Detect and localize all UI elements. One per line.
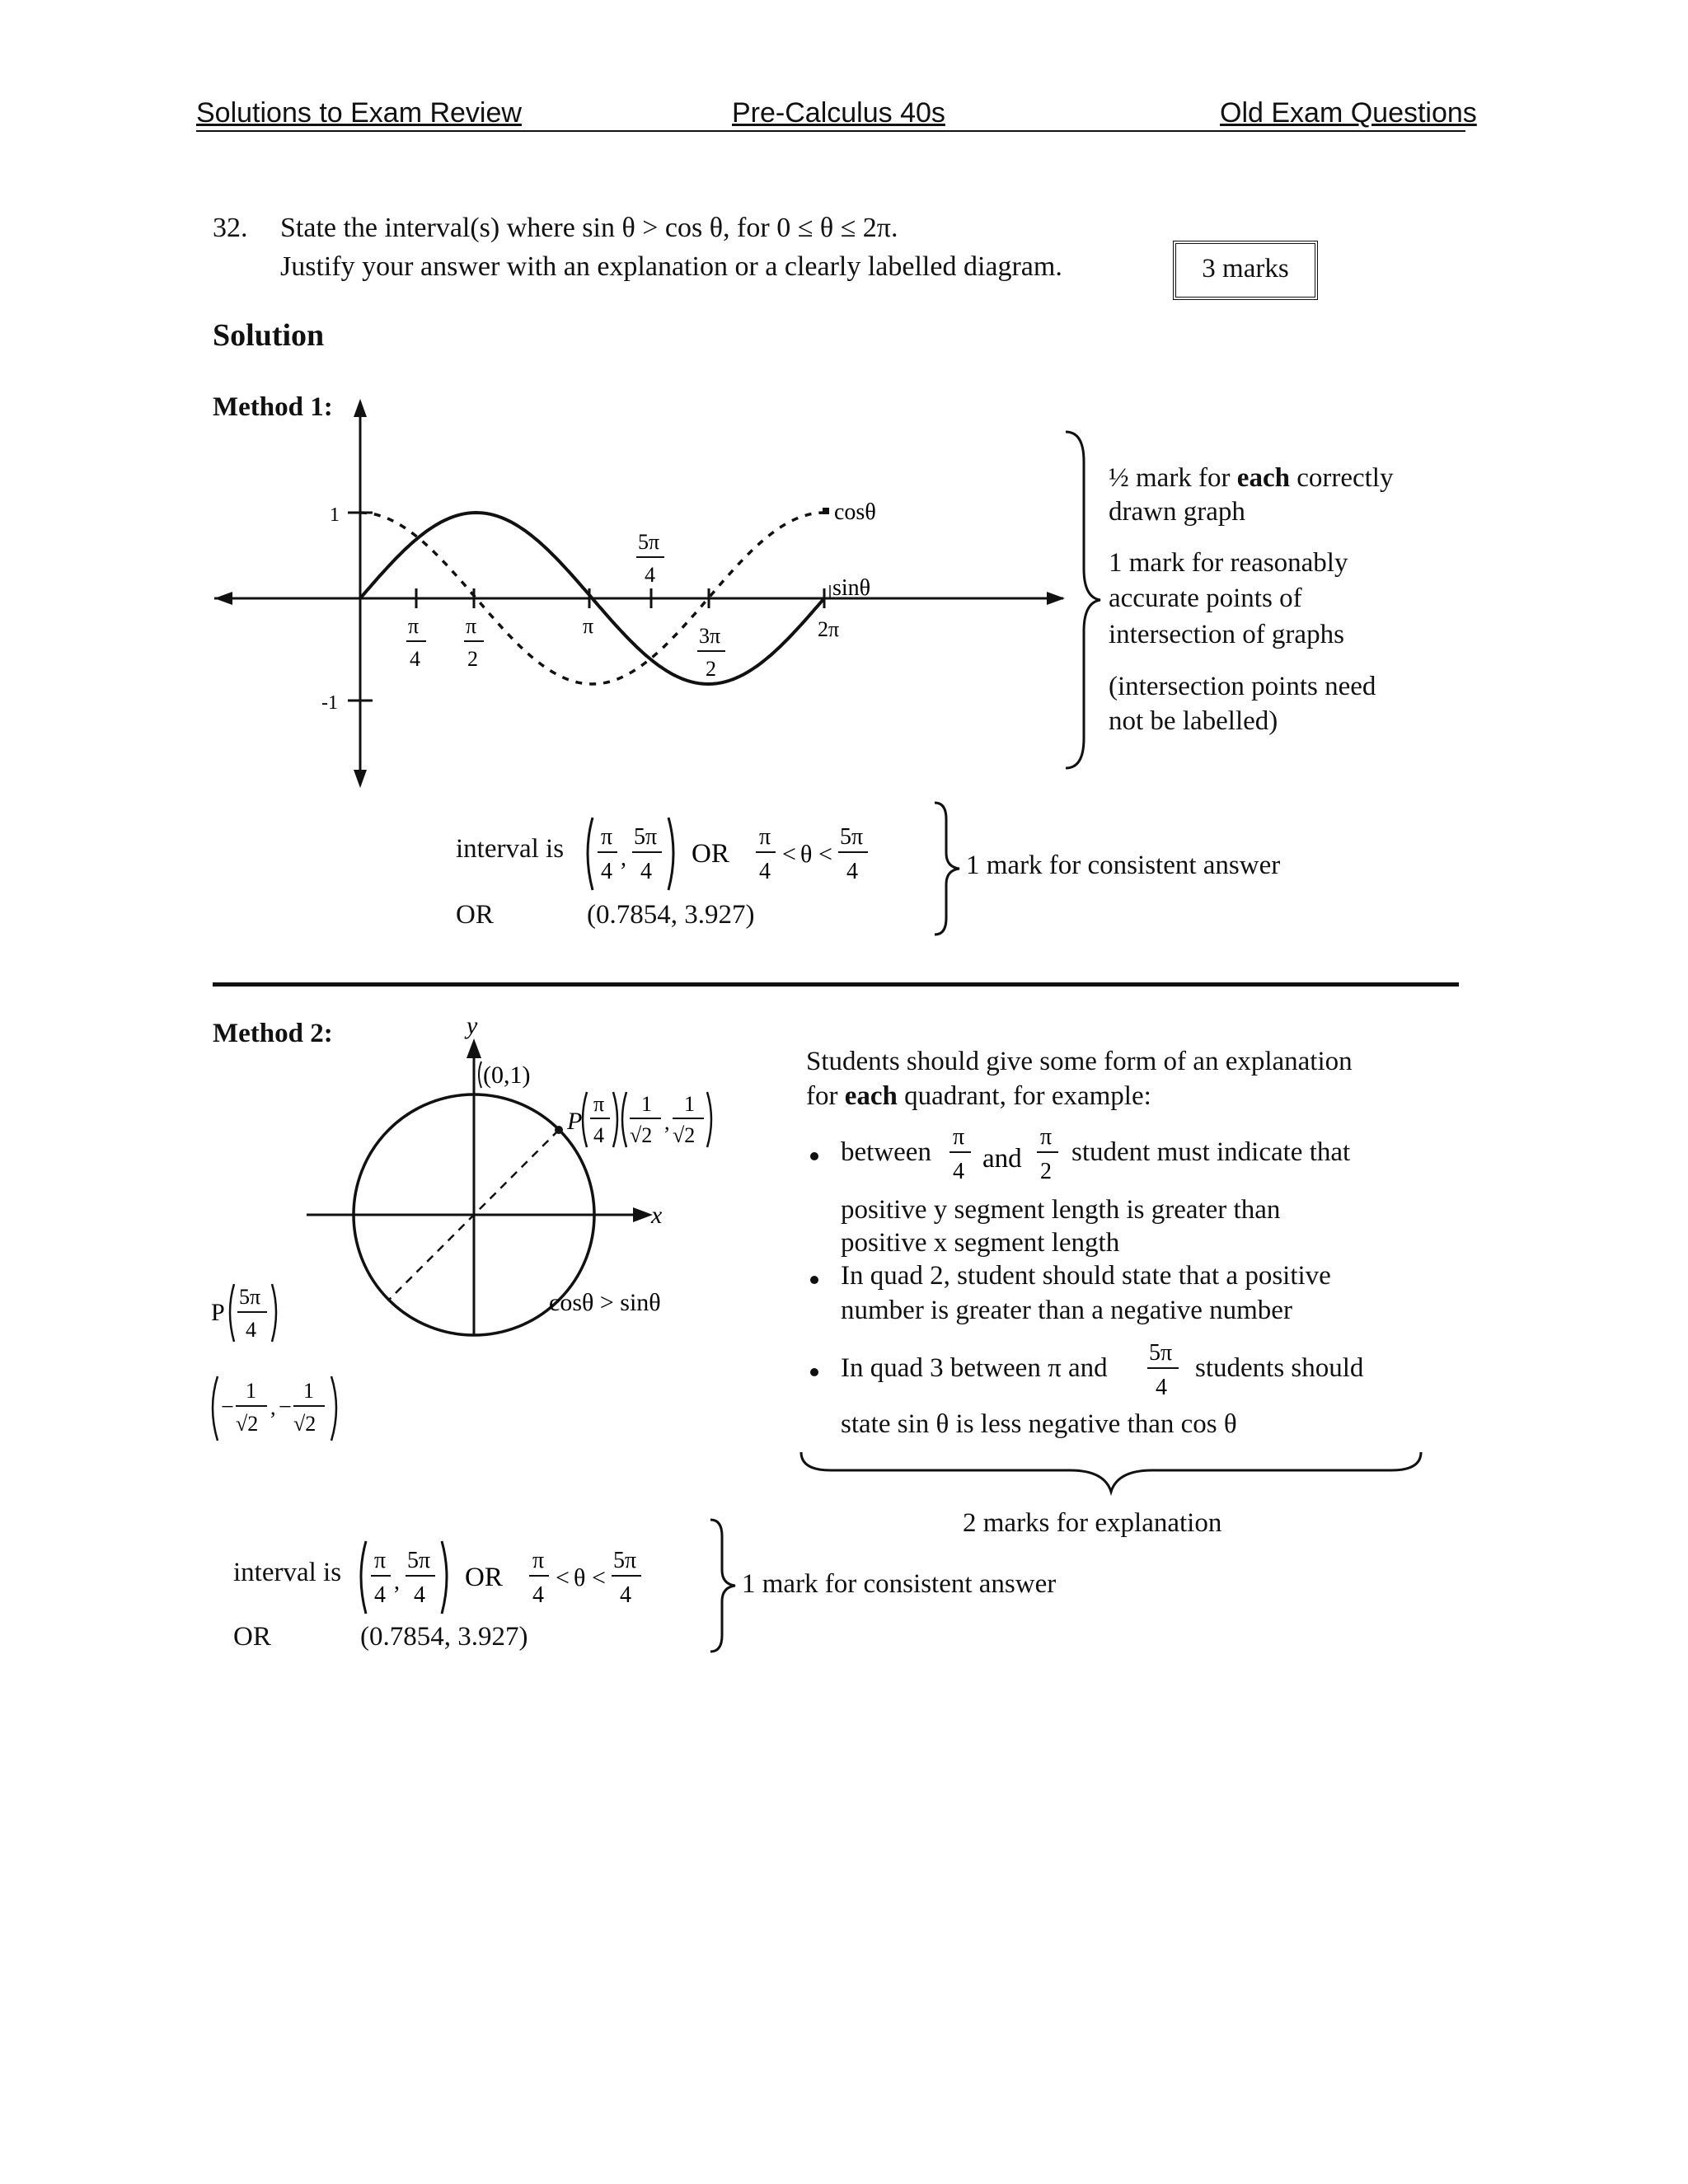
cos-label-marker	[823, 508, 829, 514]
method1-notes-brace	[1059, 429, 1109, 775]
m1-answer-marks-note: 1 mark for consistent answer	[966, 851, 1281, 880]
sin-label: sinθ	[832, 575, 871, 601]
cos-greater-sin-label: cosθ > sinθ	[549, 1289, 661, 1316]
bullet1-line2: positive y segment length is greater than	[841, 1195, 1281, 1225]
bullet2-line2: number is greater than a negative number	[841, 1296, 1292, 1325]
x-label-5pi-over-4-num: 5π	[638, 530, 660, 554]
svg-text:π: π	[593, 1092, 605, 1116]
svg-text:√2: √2	[293, 1412, 316, 1436]
point-p-pi-over-4	[555, 1126, 563, 1134]
cos-label: cosθ	[834, 499, 876, 525]
question-number: 32.	[213, 213, 248, 243]
svg-text:−: −	[221, 1394, 234, 1420]
bullet-1	[810, 1152, 818, 1160]
p-5pi-over-4-label	[206, 1269, 420, 1459]
x-label-3pi-over-2-den: 2	[706, 657, 716, 681]
svg-text:2: 2	[1040, 1159, 1052, 1184]
svg-text:4: 4	[601, 859, 612, 884]
header-rule	[196, 130, 1465, 132]
svg-text:<: <	[782, 841, 796, 868]
svg-text:OR: OR	[465, 1563, 503, 1592]
svg-text:,: ,	[621, 846, 626, 871]
header-center: Pre-Calculus 40s	[732, 97, 945, 129]
svg-text:and: and	[982, 1144, 1022, 1174]
m2-answer-marks-note: 1 mark for consistent answer	[742, 1569, 1057, 1599]
solution-heading: Solution	[213, 318, 325, 353]
svg-text:−: −	[279, 1394, 292, 1420]
bullet1-pre: between	[841, 1137, 931, 1167]
m1-interval-is: interval is	[456, 834, 565, 864]
circle-y-arrow	[467, 1038, 481, 1058]
question-line-1: State the interval(s) where sin θ > cos θ, for 0 ≤ θ ≤ 2π.	[280, 213, 898, 243]
method1-note-3: 1 mark for reasonably	[1109, 548, 1348, 578]
bullet2-line1: In quad 2, student should state that a positive	[841, 1261, 1331, 1291]
m2-interval-is: interval is	[233, 1558, 342, 1587]
method1-note-7: not be labelled)	[1109, 706, 1278, 736]
m1-decimal-interval: (0.7854, 3.927)	[587, 900, 755, 930]
svg-text:θ: θ	[800, 841, 813, 868]
y-tick-label-1: 1	[330, 504, 340, 526]
method1-label: Method 1:	[213, 392, 333, 422]
svg-text:4: 4	[414, 1582, 425, 1608]
svg-text:,: ,	[270, 1395, 276, 1419]
svg-text:4: 4	[846, 859, 858, 884]
explanation-under-brace	[798, 1449, 1424, 1507]
m2-decimal-interval: (0.7854, 3.927)	[360, 1622, 528, 1652]
question-line-2: Justify your answer with an explanation or a clearly labelled diagram.	[280, 251, 1062, 282]
svg-text:1: 1	[303, 1379, 314, 1403]
svg-text:5π: 5π	[1149, 1340, 1173, 1366]
svg-text:√2: √2	[673, 1123, 696, 1147]
svg-text:4: 4	[593, 1123, 604, 1147]
graph-y-arrow-up	[354, 399, 367, 417]
svg-text:1: 1	[641, 1092, 652, 1116]
sin-cos-graph	[206, 387, 1080, 799]
top-point-bracket	[479, 1062, 481, 1088]
x-label-pi-over-2-num: π	[466, 614, 477, 638]
svg-text:π: π	[1040, 1124, 1053, 1150]
svg-text:4: 4	[759, 859, 771, 884]
x-label-3pi-over-2-num: 3π	[699, 624, 721, 648]
method1-note-2: drawn graph	[1109, 497, 1245, 527]
marks-badge: 3 marks	[1173, 241, 1318, 300]
m1-or: OR	[456, 900, 494, 930]
svg-text:π: π	[759, 824, 771, 850]
svg-text:<: <	[592, 1564, 606, 1591]
svg-text:5π: 5π	[407, 1548, 431, 1573]
svg-text:5π: 5π	[634, 824, 658, 850]
svg-text:<: <	[556, 1564, 570, 1591]
m1-interval-expression	[581, 808, 911, 898]
bullet1-post: student must indicate that	[1071, 1137, 1351, 1167]
x-label-pi-over-4-num: π	[408, 614, 420, 638]
bullet3-pre: In quad 3 between π and	[841, 1353, 1108, 1383]
svg-text:,: ,	[664, 1110, 670, 1134]
svg-text:√2: √2	[236, 1412, 259, 1436]
method1-note-5: intersection of graphs	[1109, 620, 1344, 649]
m2-intro-line1: Students should give some form of an explanation	[806, 1047, 1353, 1076]
m2-interval-expression	[354, 1531, 684, 1622]
svg-text:4: 4	[532, 1582, 544, 1608]
svg-text:π: π	[601, 824, 613, 850]
bullet-2	[810, 1276, 818, 1284]
svg-text:4: 4	[953, 1159, 964, 1184]
method-divider	[213, 982, 1459, 987]
x-label-2pi: 2π	[818, 617, 840, 641]
x-label-pi-over-4-den: 4	[410, 647, 420, 671]
svg-text:P: P	[211, 1299, 225, 1326]
x-label-pi-over-2-den: 2	[467, 647, 478, 671]
svg-text:<: <	[818, 841, 832, 868]
svg-text:5π: 5π	[613, 1548, 637, 1573]
svg-text:1: 1	[246, 1379, 256, 1403]
bullet3-line2: state sin θ is less negative than cos θ	[841, 1409, 1237, 1439]
top-point-label: (0,1)	[483, 1062, 531, 1089]
m2-intro-line2: for each quadrant, for example:	[806, 1081, 1151, 1111]
circle-y-label: y	[467, 1014, 478, 1039]
svg-text:,: ,	[394, 1569, 400, 1595]
svg-text:5π: 5π	[840, 824, 864, 850]
method1-note-1: ½ mark for each correctly	[1109, 463, 1394, 493]
header-left: Solutions to Exam Review	[196, 97, 522, 129]
svg-text:4: 4	[246, 1318, 256, 1342]
bullet1-line3: positive x segment length	[841, 1228, 1120, 1258]
m2-explanation-marks: 2 marks for explanation	[963, 1508, 1222, 1538]
svg-text:4: 4	[374, 1582, 386, 1608]
svg-text:4: 4	[620, 1582, 631, 1608]
p-label: P	[567, 1108, 583, 1135]
graph-y-arrow-down	[354, 770, 367, 788]
svg-text:θ: θ	[574, 1564, 586, 1591]
m2-or: OR	[233, 1622, 271, 1652]
svg-text:OR: OR	[692, 839, 729, 869]
svg-text:1: 1	[684, 1092, 695, 1116]
graph-x-arrow-left	[214, 592, 232, 605]
svg-text:π: π	[532, 1548, 545, 1573]
svg-text:π: π	[953, 1124, 965, 1150]
bullet-3	[810, 1368, 818, 1376]
svg-text:5π: 5π	[239, 1285, 261, 1309]
method2-label: Method 2:	[213, 1019, 333, 1048]
header-right: Old Exam Questions	[1220, 97, 1477, 129]
circle-x-label: x	[651, 1202, 663, 1229]
method1-note-6: (intersection points need	[1109, 672, 1376, 701]
svg-text:4: 4	[640, 859, 652, 884]
method1-note-4: accurate points of	[1109, 583, 1302, 613]
svg-text:√2: √2	[630, 1123, 653, 1147]
x-label-pi: π	[583, 614, 594, 638]
svg-text:π: π	[374, 1548, 387, 1573]
circle-x-arrow	[633, 1207, 653, 1222]
y-tick-label-neg1: -1	[321, 692, 338, 714]
svg-text:4: 4	[1156, 1375, 1167, 1400]
x-label-5pi-over-4-den: 4	[645, 563, 655, 587]
bullet3-fraction	[1146, 1329, 1187, 1408]
bullet3-post: students should	[1195, 1353, 1364, 1383]
